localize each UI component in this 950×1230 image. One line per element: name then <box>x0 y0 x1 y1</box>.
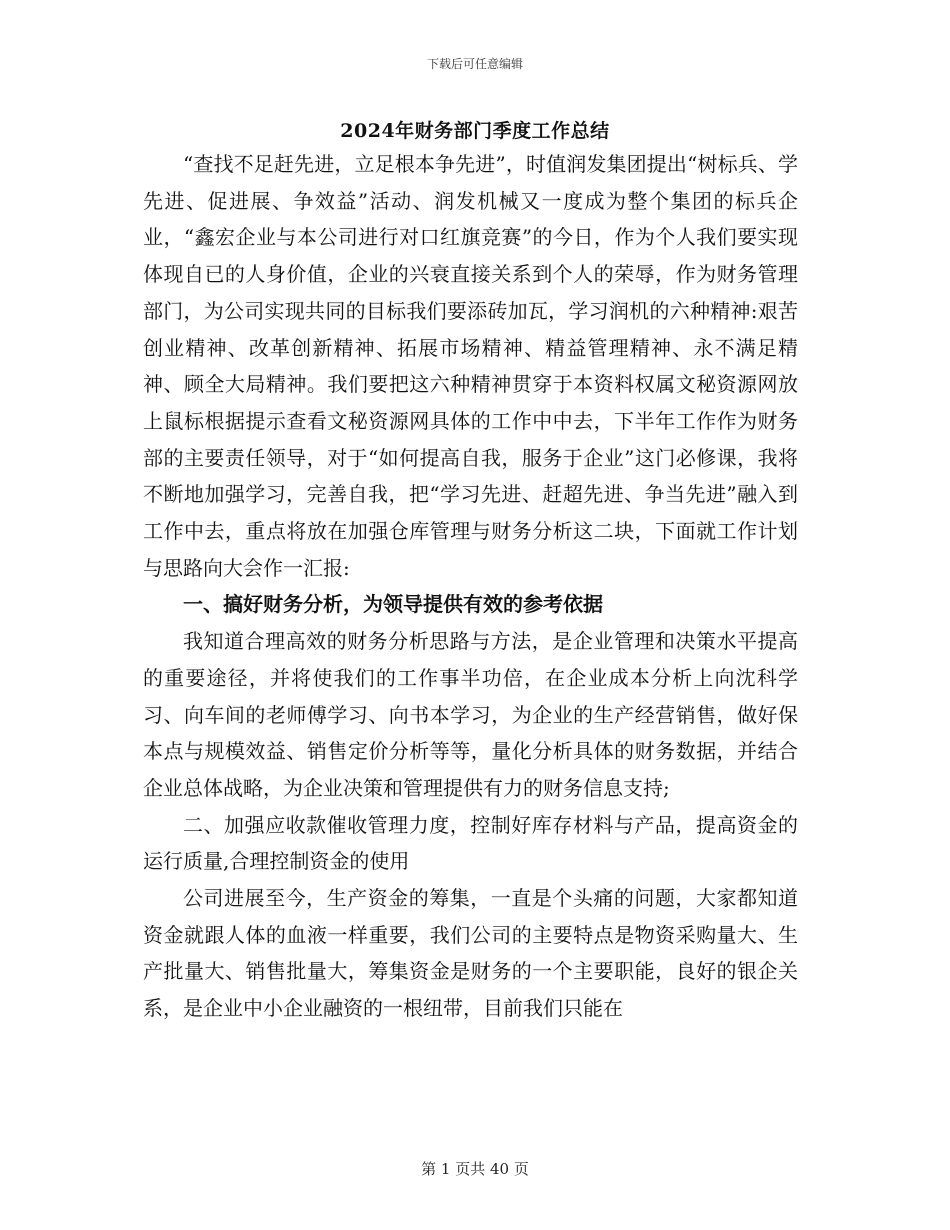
paragraph-financial-analysis: 我知道合理高效的财务分析思路与方法，是企业管理和决策水平提高的重要途径，并将使我们的工作事半功倍，在企业成本分析上向沈科学习、向车间的老师傅学习、向书本学习，为企业的生产经营销售，做好保本点与规模效益、销售定价分析等等，量化分析具体的财务数据，并结合企业总体战略，为企业决策和管理提供有力的财务信息支持; <box>143 629 798 800</box>
paragraph-section-2: 二、加强应收款催收管理力度，控制好库存材料与产品，提高资金的运行质量,合理控制资金的使用 <box>143 812 798 874</box>
paragraph-intro: “查找不足赶先进，立足根本争先进”，时值润发集团提出“树标兵、学先进、促进展、争效益”活动、润发机械又一度成为整个集团的标兵企业，“鑫宏企业与本公司进行对口红旗竞赛”的今日，作为个人我们要实现体现自已的人身价值，企业的兴衰直接关系到个人的荣辱，作为财务管理部门，为公司实现共同的目标我们要添砖加瓦，学习润机的六种精神:艰苦创业精神、改革创新精神、拓展市场精神、精益管理精神、永不满足精神、顾全大局精神。我们要把这六种精神贯穿于本资料权属文秘资源网放上鼠标根据提示查看文秘资源网具体的工作中中去，下半年工作作为财务部的主要责任领导，对于“如何提高自我，服务于企业”这门必修课，我将不断地加强学习，完善自我，把“学习先进、赶超先进、争当先进”融入到工作中去，重点将放在加强仓库管理与财务分析这二块，下面就工作计划与思路向大会作一汇报: <box>143 152 798 580</box>
section-heading-1: 一、搞好财务分析，为领导提供有效的参考依据 <box>183 592 603 617</box>
header-note: 下载后可任意编辑 <box>426 57 523 71</box>
page-footer: 第 1 页共 40 页 <box>421 1160 529 1178</box>
document-title: 2024年财务部门季度工作总结 <box>340 120 610 142</box>
paragraph-funds: 公司进展至今，生产资金的筹集，一直是个头痛的问题，大家都知道资金就跟人体的血液一样重要，我们公司的主要特点是物资采购量大、生产批量大、销售批量大，筹集资金是财务的一个主要职能，良好的银企关系，是企业中小企业融资的一根纽带，目前我们只能在 <box>143 886 798 1021</box>
document-body <box>143 146 798 1027</box>
